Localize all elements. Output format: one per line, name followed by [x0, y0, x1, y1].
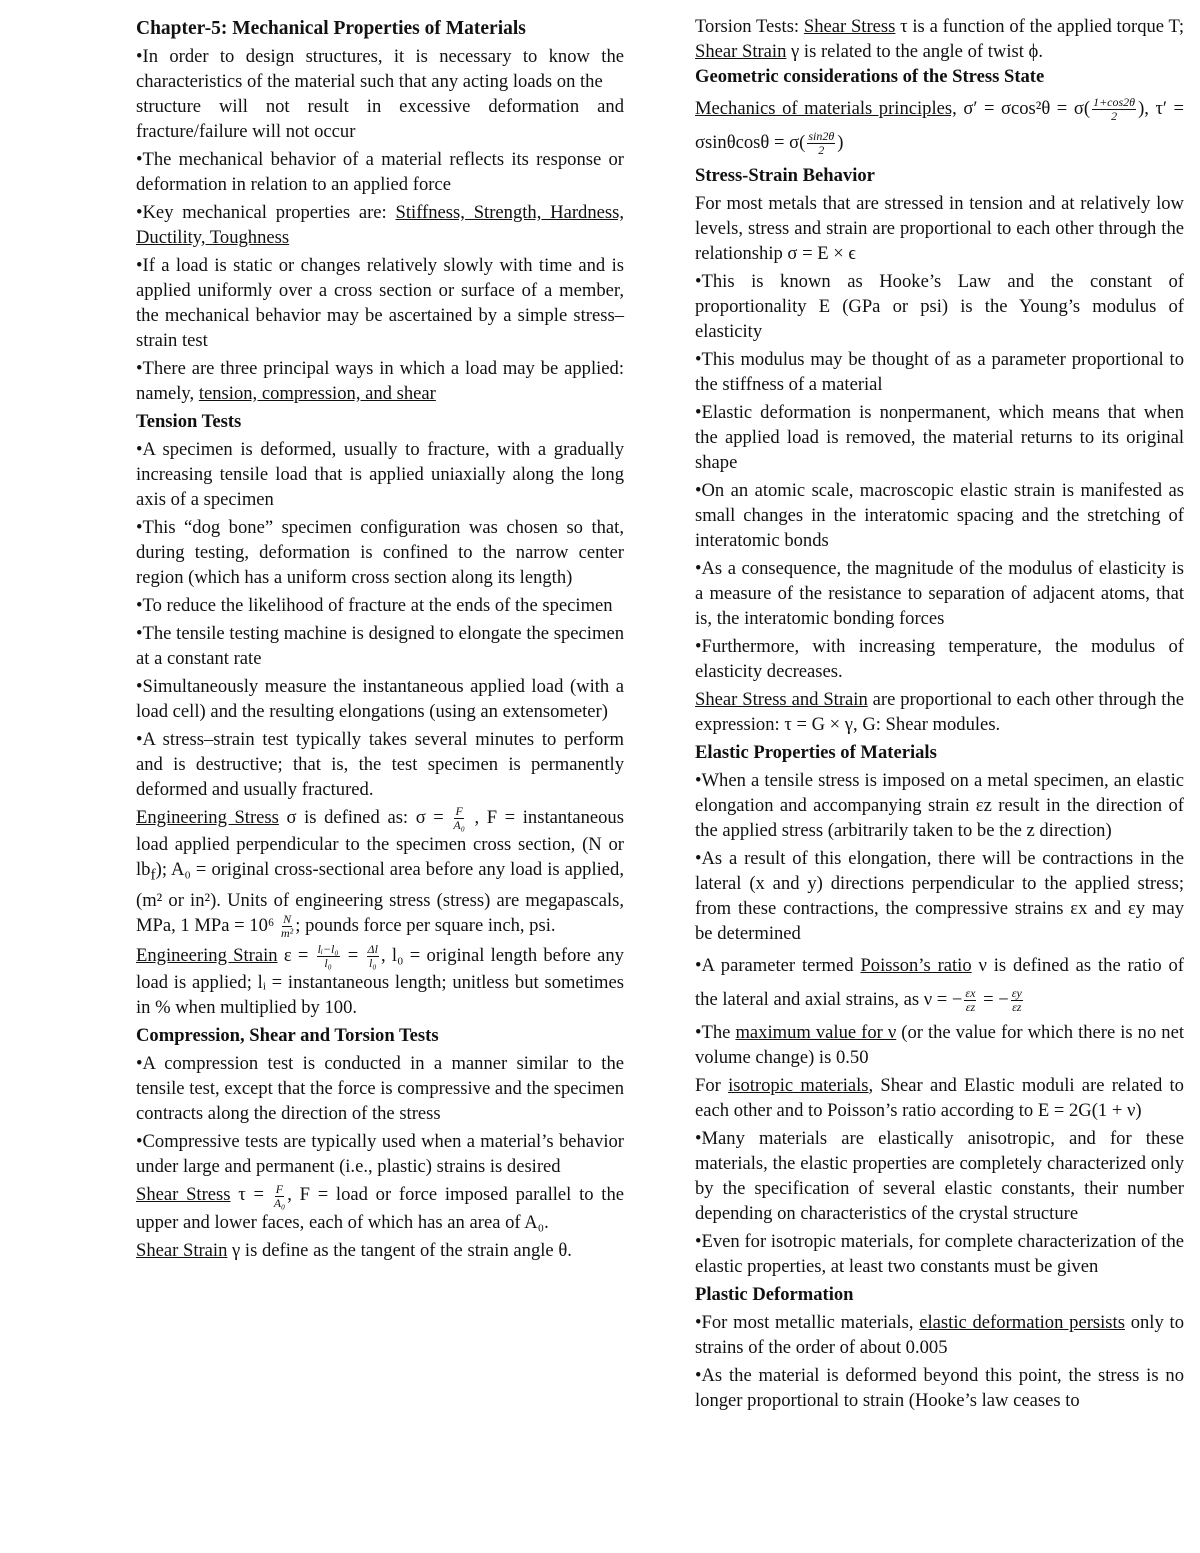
- stress-strain-paragraph-7: •Furthermore, with increasing temperature, the modulus of elasticity decreases.: [695, 636, 1184, 682]
- shear-stress-strain-term: Shear Stress and Strain: [695, 689, 868, 710]
- sin-fraction: [807, 130, 835, 157]
- text-span: •For most metallic materials,: [695, 1312, 920, 1333]
- cos-fraction: [1092, 96, 1136, 123]
- fraction-numerator: Δl: [367, 942, 378, 957]
- shear-fraction: [274, 1183, 286, 1210]
- stress-strain-paragraph-5: •On an atomic scale, macroscopic elastic strain is manifested as small changes in the interatomic spacing and the stretching of interatomic bonds: [695, 480, 1184, 551]
- tension-paragraph-6: •A stress–strain test typically takes several minutes to perform and is destructive; that is, the test specimen is permanently deformed and usually fractured.: [136, 729, 624, 800]
- text-span: ν is defined as the ratio of the lateral and axial strains, as ν = −: [695, 955, 1184, 1010]
- elastic-paragraph-1: •When a tensile stress is imposed on a metal specimen, an elastic elongation and accompanying strain εz result in the direction of the applied stress (arbitrarily taken to be the z direction): [695, 770, 1184, 841]
- shear-stress-paragraph: [136, 1182, 624, 1234]
- fraction-denominator: εz: [1012, 1000, 1022, 1015]
- text-span: Torsion Tests:: [695, 16, 804, 37]
- tension-tests-heading: Tension Tests: [136, 411, 242, 432]
- unit-fraction: [281, 913, 293, 940]
- load-ways-list: tension, compression, and shear: [198, 383, 436, 404]
- stress-strain-paragraph-3: •This modulus may be thought of as a parameter proportional to the stiffness of a material: [695, 349, 1184, 395]
- left-column: [136, 14, 624, 1266]
- plastic-deformation-heading: Plastic Deformation: [695, 1284, 854, 1305]
- text-span: γ is related to the angle of twist ϕ.: [786, 41, 1043, 62]
- stress-strain-heading: Stress-Strain Behavior: [695, 165, 875, 186]
- poisson-paragraph: [695, 949, 1184, 1017]
- compression-paragraph-2: •Compressive tests are typically used when a material’s behavior under large and permanent (i.e., plastic) strains is desired: [136, 1131, 624, 1178]
- text-span: ); A₀ = original cross-sectional area before any load is applied, (m² or in²). Units of engineering stress (stress) are megapascals, MPa, 1 MPa = 10⁶: [136, 859, 624, 936]
- stress-fraction: [453, 805, 465, 832]
- text-span: =: [341, 945, 365, 967]
- tension-paragraph-4: •The tensile testing machine is designed to elongate the specimen at a constant rate: [136, 623, 624, 669]
- text-span: only to strains of the order of about 0.005: [695, 1312, 1184, 1358]
- intro-paragraph-1: •In order to design structures, it is necessary to know the characteristics of the material such that any acting loads on the: [136, 46, 624, 92]
- engineering-strain-term: Engineering Strain: [136, 945, 278, 967]
- elastic-persists-term: elastic deformation persists: [919, 1312, 1125, 1333]
- text-span: = −: [978, 989, 1009, 1010]
- poisson-fraction-1: [964, 987, 976, 1014]
- text-span: , Shear and Elastic moduli are related to each other and to Poisson’s ratio according to E = 2G(1 + ν): [695, 1075, 1184, 1121]
- fraction-denominator: 2: [1111, 109, 1118, 124]
- text-span: •The: [695, 1022, 736, 1043]
- text-span: σ′ = σcos²θ = σ(: [956, 98, 1091, 119]
- shear-strain-paragraph: [136, 1238, 624, 1263]
- load-ways-paragraph: [136, 356, 624, 406]
- stress-strain-paragraph-6: •As a consequence, the magnitude of the modulus of elasticity is a measure of the resistance to separation of adjacent atoms, that is, the interatomic bonding forces: [695, 558, 1184, 629]
- plastic-paragraph-1: [695, 1310, 1184, 1360]
- strain-fraction-1: [317, 943, 340, 970]
- compression-heading: Compression, Shear and Torsion Tests: [136, 1025, 439, 1047]
- engineering-stress-paragraph: [136, 805, 624, 940]
- text-span: (or the value for which there is no net volume change) is 0.50: [695, 1022, 1184, 1068]
- isotropic-term: isotropic materials: [728, 1075, 869, 1096]
- subscript-f: f: [150, 866, 156, 884]
- shear-strain-term: Shear Strain: [695, 41, 787, 62]
- text-span: •Key mechanical properties are:: [136, 202, 396, 223]
- fraction-denominator: A₀: [273, 1195, 286, 1210]
- text-span: ε =: [277, 945, 315, 967]
- engineering-stress-term: Engineering Stress: [136, 807, 279, 828]
- fraction-numerator: lᵢ−l₀: [317, 942, 339, 957]
- intro-paragraph-3: •The mechanical behavior of a material reflects its response or deformation in relation to an applied force: [136, 149, 624, 195]
- max-poisson-paragraph: [695, 1020, 1184, 1070]
- text-span: are proportional to each other through the expression: τ = G × γ, G: Shear modules.: [695, 689, 1184, 735]
- text-span: ), τ′ = σsinθcosθ = σ(: [695, 98, 1185, 153]
- tension-paragraph-2: •This “dog bone” specimen configuration was chosen so that, during testing, deformation is confined to the narrow center region (which has a uniform cross section along its length): [136, 517, 624, 588]
- text-span: ): [837, 132, 844, 153]
- intro-paragraph-5: •If a load is static or changes relatively slowly with time and is applied uniformly over a cross section or surface of a member, the mechanical behavior may be ascertained by a simple stress–strain test: [136, 255, 624, 351]
- compression-paragraph-1: •A compression test is conducted in a manner similar to the tensile test, except that the force is compressive and the specimen contracts along the direction of the stress: [136, 1053, 624, 1125]
- text-span: , l₀ = original length before any load is applied; lᵢ = instantaneous length; unitless but sometimes in % when multiplied by 100.: [136, 945, 624, 1019]
- poisson-ratio-term: Poisson’s ratio: [860, 955, 972, 976]
- fraction-numerator: εx: [965, 986, 976, 1001]
- elastic-properties-heading: Elastic Properties of Materials: [695, 742, 937, 763]
- torsion-paragraph: [695, 14, 1184, 64]
- plastic-paragraph-2: •As the material is deformed beyond this point, the stress is no longer proportional to strain (Hooke’s law ceases to: [695, 1365, 1184, 1411]
- chapter-title: Chapter-5: Mechanical Properties of Materials: [136, 18, 526, 39]
- tension-paragraph-5: •Simultaneously measure the instantaneous applied load (with a load cell) and the resulting elongations (using an extensometer): [136, 676, 624, 722]
- text-span: •A parameter termed: [695, 955, 861, 976]
- fraction-denominator: l₀: [324, 956, 332, 971]
- tension-paragraph-1: •A specimen is deformed, usually to fracture, with a gradually increasing tensile load that is applied uniaxially along the long axis of a specimen: [136, 439, 624, 510]
- max-value-term: maximum value for ν: [735, 1022, 897, 1043]
- stress-strain-paragraph-1: For most metals that are stressed in tension and at relatively low levels, stress and strain are proportional to each other through the relationship σ = E × ϵ: [695, 193, 1184, 264]
- text-span: τ =: [230, 1184, 272, 1206]
- fraction-denominator: εz: [965, 1000, 976, 1015]
- anisotropic-paragraph: •Many materials are elastically anisotropic, and for these materials, the elastic properties are completely characterized only by the specification of several elastic constants, their number depending on characteristics of the crystal structure: [695, 1128, 1184, 1224]
- right-column: [695, 14, 1184, 1416]
- isotropic-constants-paragraph: •Even for isotropic materials, for complete characterization of the elastic properties, at least two constants must be given: [695, 1231, 1184, 1277]
- mechanics-principles-term: Mechanics of materials principles,: [695, 98, 957, 119]
- text-span: ; pounds force per square inch, psi.: [295, 914, 556, 936]
- shear-stress-strain-paragraph: [695, 687, 1184, 737]
- text-span: For: [695, 1075, 729, 1096]
- fraction-numerator: F: [275, 1181, 284, 1196]
- intro-paragraph-2: structure will not result in excessive deformation and fracture/failure will not occur: [136, 96, 624, 142]
- text-span: σ is defined as: σ =: [278, 807, 452, 828]
- geometric-paragraph: [695, 92, 1184, 160]
- fraction-numerator: F: [455, 804, 463, 819]
- fraction-denominator: 2: [818, 143, 825, 158]
- fraction-numerator: 1+cos2θ: [1093, 95, 1136, 110]
- fraction-denominator: l₀: [368, 956, 377, 971]
- fraction-denominator: m²: [281, 926, 294, 941]
- tension-paragraph-3: •To reduce the likelihood of fracture at the ends of the specimen: [136, 595, 613, 616]
- stress-strain-paragraph-2: •This is known as Hooke’s Law and the constant of proportionality E (GPa or psi) is the Young’s modulus of elasticity: [695, 271, 1184, 342]
- strain-fraction-2: [367, 943, 379, 970]
- fraction-numerator: N: [283, 912, 292, 927]
- shear-strain-term: Shear Strain: [136, 1239, 228, 1261]
- text-span: τ is a function of the applied torque T;: [895, 16, 1184, 37]
- fraction-numerator: εy: [1011, 986, 1022, 1001]
- elastic-paragraph-2: •As a result of this elongation, there will be contractions in the lateral (x and y) directions perpendicular to the applied stress; from these contractions, the compressive strains εx and εy may be determined: [695, 848, 1184, 944]
- text-span: , F = load or force imposed parallel to the upper and lower faces, each of which has an area of A₀.: [136, 1184, 624, 1233]
- fraction-denominator: A₀: [453, 818, 465, 833]
- stress-strain-paragraph-4: •Elastic deformation is nonpermanent, which means that when the applied load is removed, the material returns to its original shape: [695, 402, 1184, 473]
- fraction-numerator: sin2θ: [808, 129, 835, 144]
- poisson-fraction-2: [1011, 987, 1023, 1014]
- text-span: •There are three principal ways in which a load may be applied: namely,: [136, 358, 624, 404]
- shear-stress-term: Shear Stress: [803, 16, 896, 37]
- engineering-strain-paragraph: [136, 943, 624, 1020]
- text-span: , F = instantaneous load applied perpendicular to the specimen cross section, (N or lb: [136, 807, 624, 881]
- text-span: γ is define as the tangent of the strain angle θ.: [227, 1239, 572, 1261]
- shear-stress-term: Shear Stress: [136, 1184, 231, 1206]
- isotropic-paragraph: [695, 1073, 1184, 1123]
- geometric-heading: Geometric considerations of the Stress State: [695, 66, 1045, 87]
- key-properties-paragraph: [136, 200, 624, 250]
- key-properties-list: Stiffness, Strength, Hardness, Ductility, Toughness: [136, 202, 625, 248]
